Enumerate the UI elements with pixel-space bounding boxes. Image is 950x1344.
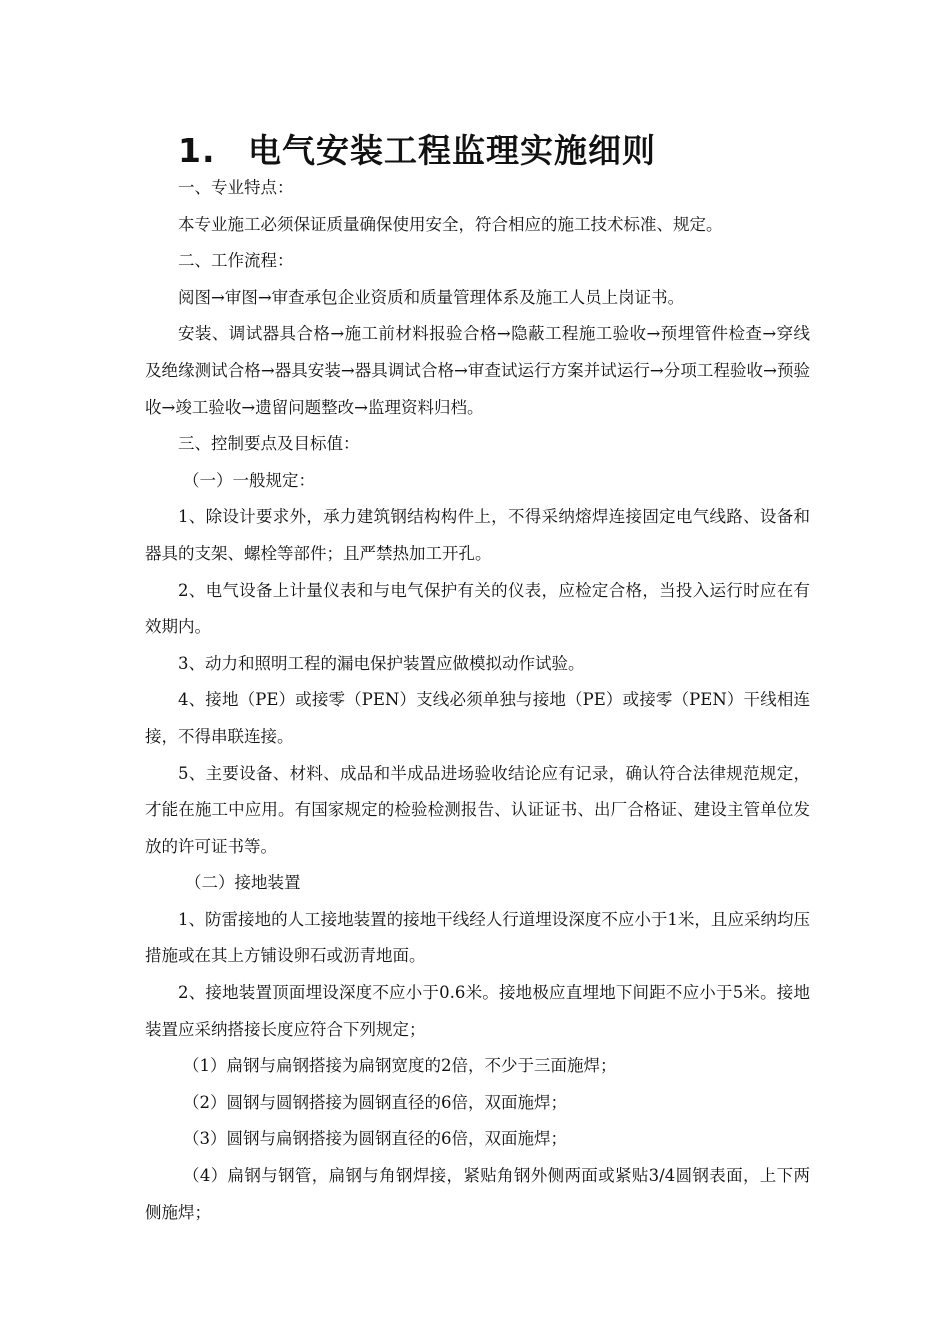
paragraph: 安装、调试器具合格→施工前材料报验合格→隐蔽工程施工验收→预埋管件检查→穿线及绝缘测试合格→器具安装→器具调试合格→审查试运行方案并试运行→分项工程验收→预验收→竣工验收→遗留问题整改→监理资料归档。 [145, 324, 810, 417]
list-item: 2、电气设备上计量仪表和与电气保护有关的仪表，应检定合格，当投入运行时应在有效期内。 [145, 580, 810, 637]
paragraph: 阅图→审图→审查承包企业资质和质量管理体系及施工人员上岗证书。 [178, 287, 685, 307]
document-title [178, 126, 898, 176]
list-item: 2、接地装置顶面埋设深度不应小于0.6米。接地极应直埋地下间距不应小于5米。接地装置应采纳搭接长度应符合下列规定； [145, 983, 810, 1039]
list-item: 1、防雷接地的人工接地装置的接地干线经人行道埋设深度不应小于1米，且应采纳均压措施或在其上方铺设卵石或沥青地面。 [145, 909, 810, 966]
list-subitem: （4）扁钢与钢管，扁钢与角钢焊接，紧贴角钢外侧两面或紧贴3/4圆钢表面，上下两侧施焊； [145, 1166, 810, 1222]
list-subitem: （1）扁钢与扁钢搭接为扁钢宽度的2倍，不少于三面施焊； [183, 1056, 617, 1076]
list-subitem: （3）圆钢与扁钢搭接为圆钢直径的6倍，双面施焊； [183, 1129, 567, 1149]
list-subitem: （2）圆钢与圆钢搭接为圆钢直径的6倍，双面施焊； [183, 1092, 567, 1112]
title-text: 电气安装工程监理实施细则 [248, 131, 656, 170]
list-item: 4、接地（PE）或接零（PEN）支线必须单独与接地（PE）或接零（PEN）干线相连接，不得串联连接。 [145, 690, 810, 746]
subsection-heading-grounding: （二）接地装置 [185, 873, 301, 893]
document-body [145, 170, 810, 1231]
title-number: 1. [178, 131, 216, 170]
paragraph: 本专业施工必须保证质量确保使用安全，符合相应的施工技术标准、规定。 [178, 214, 723, 234]
section-heading-control-points: 三、控制要点及目标值： [178, 434, 360, 454]
subsection-heading-general: （一）一般规定： [183, 470, 315, 490]
section-heading-features: 一、专业特点： [178, 178, 294, 197]
list-item: 1、除设计要求外，承力建筑钢结构构件上，不得采纳熔焊连接固定电气线路、设备和器具的支架、螺栓等部件；且严禁热加工开孔。 [145, 507, 810, 563]
list-item: 3、动力和照明工程的漏电保护装置应做模拟动作试验。 [178, 653, 585, 673]
section-heading-workflow: 二、工作流程： [178, 251, 294, 271]
list-item: 5、主要设备、材料、成品和半成品进场验收结论应有记录，确认符合法律规范规定，才能在施工中应用。有国家规定的检验检测报告、认证证书、出厂合格证、建设主管单位发放的许可证书等。 [145, 763, 810, 856]
